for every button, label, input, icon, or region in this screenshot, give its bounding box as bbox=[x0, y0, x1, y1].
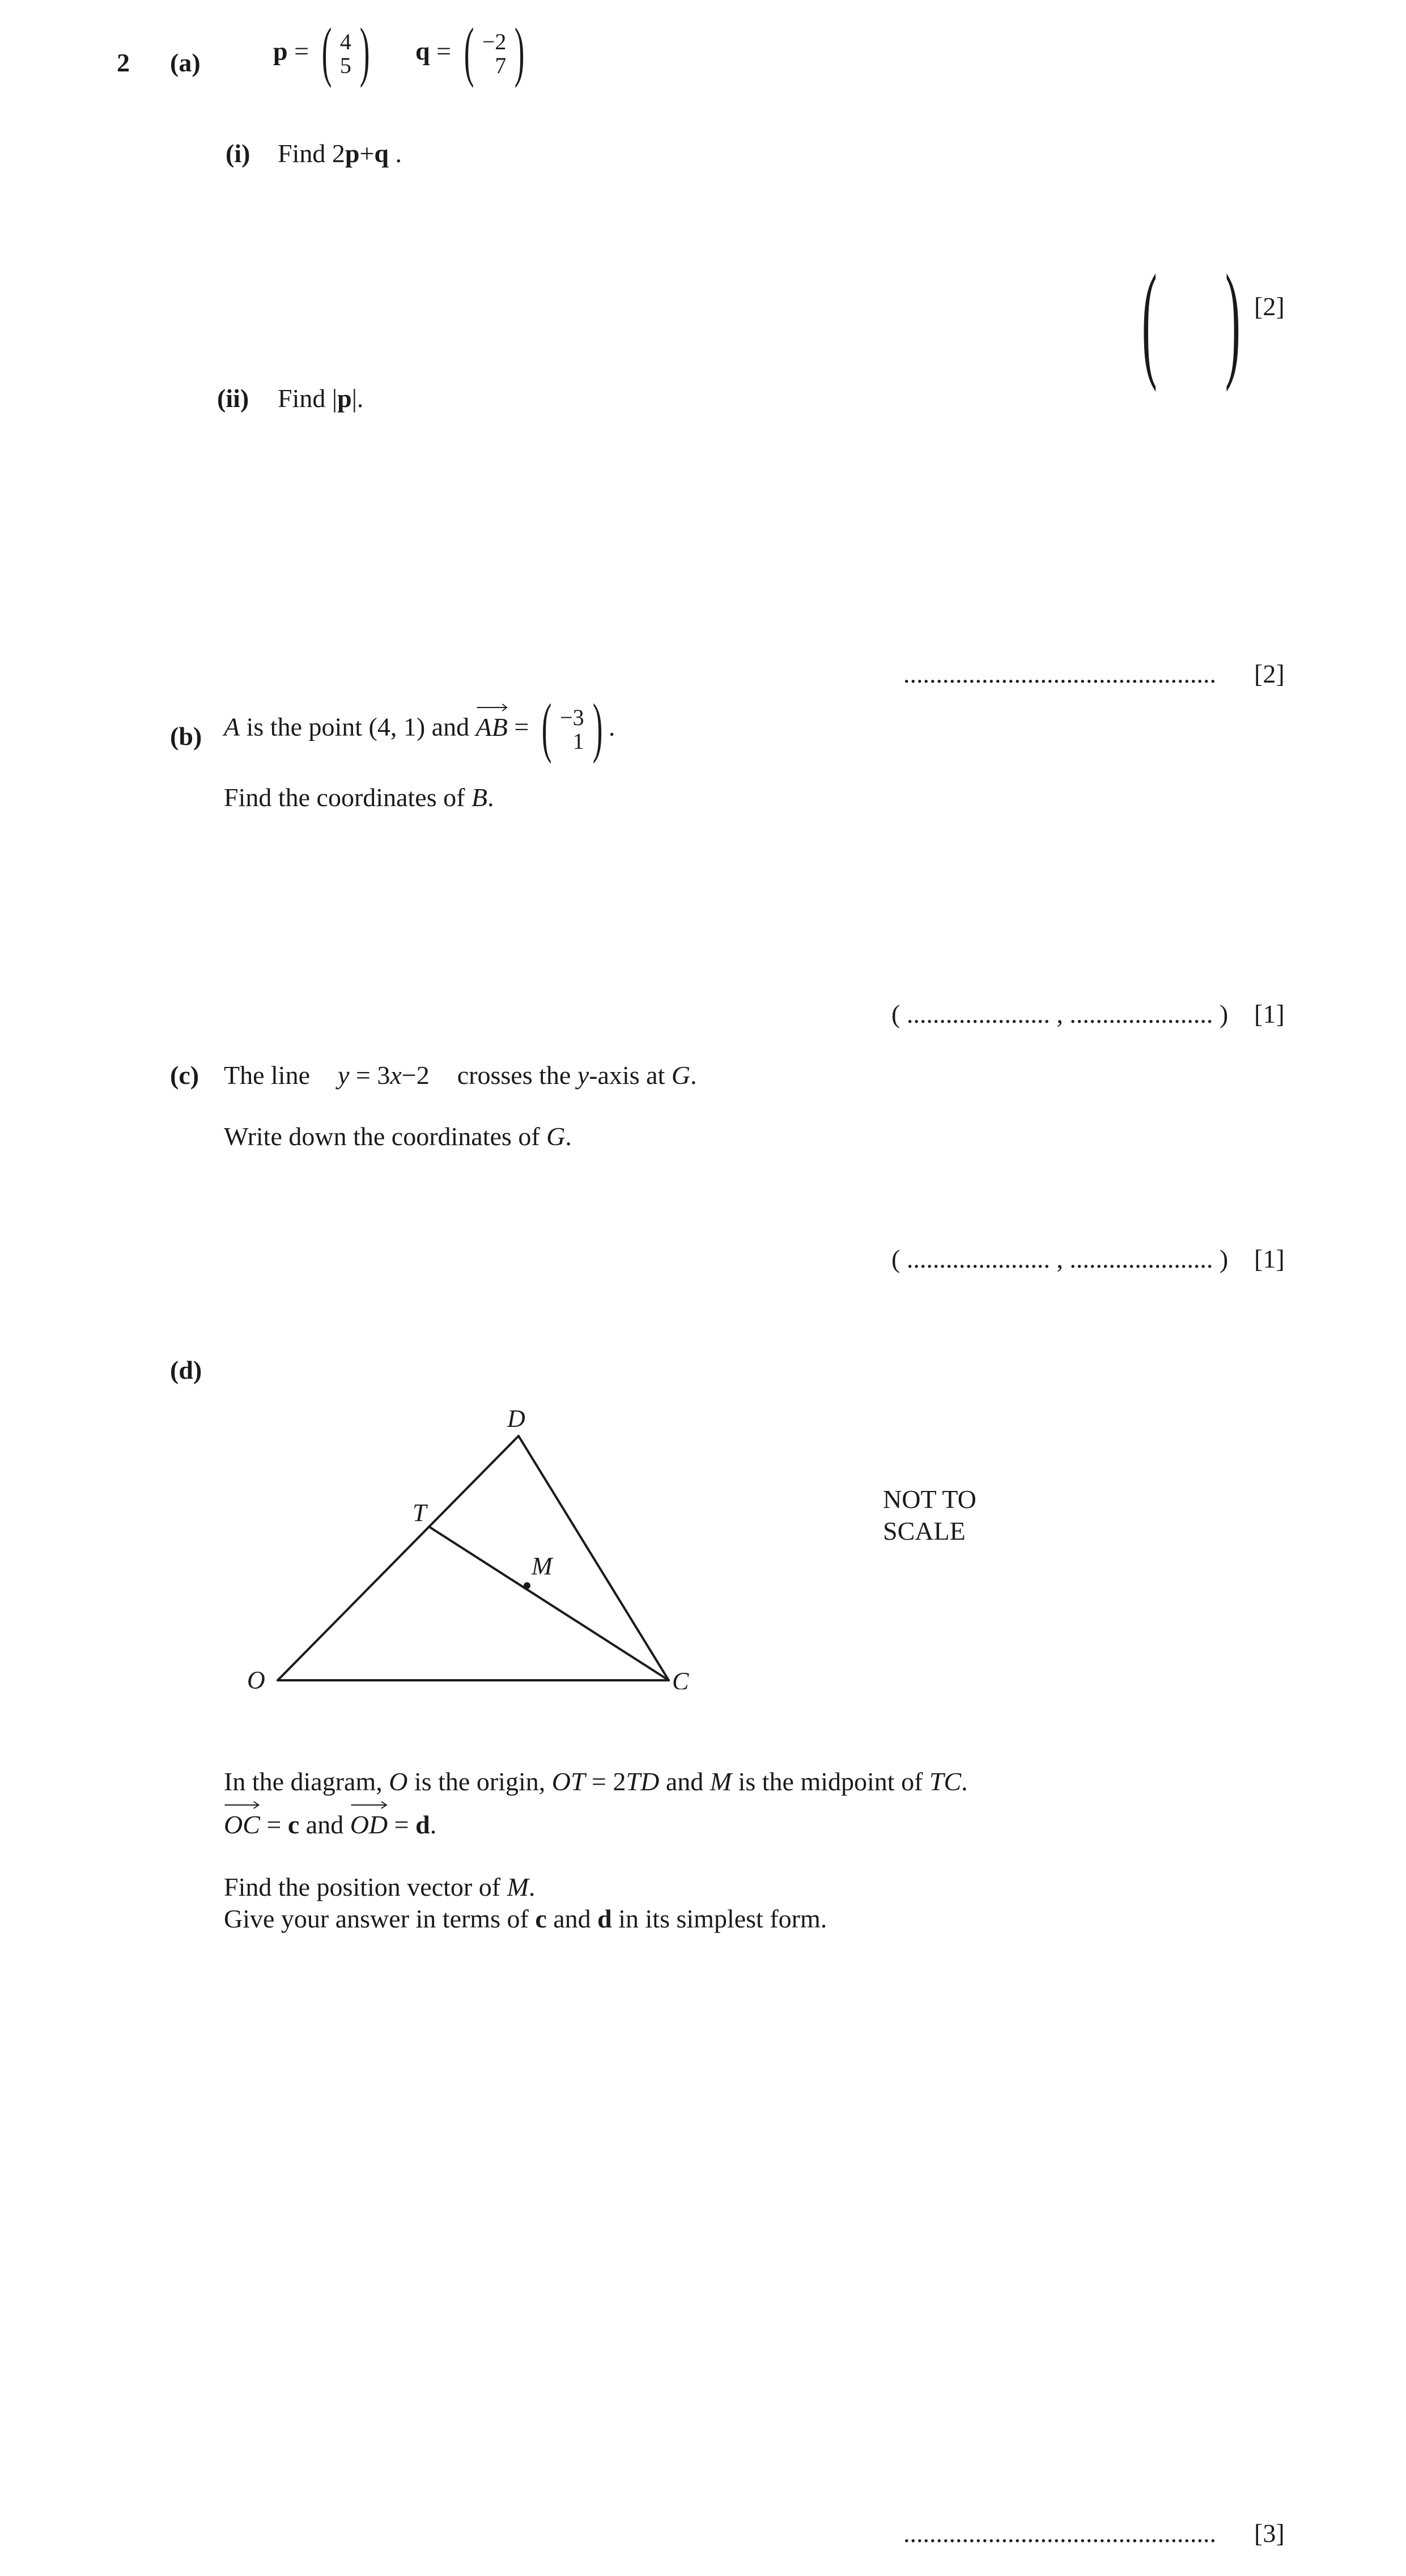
expr-period: . bbox=[395, 139, 402, 168]
magnitude-bar-left: | bbox=[332, 384, 338, 413]
label-O: O bbox=[247, 1666, 265, 1689]
label-T: T bbox=[413, 1499, 427, 1527]
part-d-text: In the diagram, bbox=[224, 1767, 383, 1796]
AB-vector-top: −3 bbox=[560, 705, 584, 730]
label-D: D bbox=[507, 1405, 525, 1433]
part-b-line2 bbox=[224, 785, 494, 811]
part-d-text-3: is the midpoint of bbox=[738, 1767, 923, 1796]
part-d-marks: [3] bbox=[1254, 2519, 1285, 2548]
part-c-answer[interactable]: ( ...................... , ...................... ) bbox=[891, 1244, 1229, 1273]
equation-y: y bbox=[338, 1061, 350, 1090]
equals-sign: = bbox=[294, 36, 309, 66]
part-b-text: is the point (4, 1) and bbox=[246, 712, 470, 742]
period: . bbox=[961, 1767, 968, 1796]
equals-two: = 2 bbox=[585, 1767, 626, 1796]
sub-i-answer-vector[interactable]: ( ) bbox=[1141, 248, 1241, 392]
part-b-marks: [1] bbox=[1254, 999, 1285, 1028]
vector-d: d bbox=[415, 1810, 430, 1839]
equals-sign: = bbox=[436, 36, 452, 66]
point-M: M bbox=[710, 1767, 732, 1796]
period: . bbox=[430, 1810, 437, 1839]
sub-ii-marks: [2] bbox=[1254, 659, 1285, 688]
vector-c: c bbox=[535, 1904, 547, 1933]
label-C: C bbox=[672, 1667, 689, 1689]
vector-d: d bbox=[597, 1904, 612, 1933]
part-c-text-3: -axis at bbox=[589, 1061, 665, 1090]
vector-p-definition bbox=[273, 14, 376, 88]
sub-ii-text: Find bbox=[278, 384, 326, 413]
period: . bbox=[487, 783, 494, 812]
vector-OD: OD bbox=[350, 1812, 388, 1838]
equals-sign: = bbox=[260, 1810, 288, 1839]
segment-TD: TD bbox=[626, 1767, 660, 1796]
sub-ii-answer-line[interactable]: ................................................ bbox=[903, 659, 1216, 688]
equation-end: −2 bbox=[401, 1061, 430, 1090]
AB-vector-bottom: 1 bbox=[572, 728, 584, 754]
triangle-diagram bbox=[0, 1395, 1406, 1689]
segment-OT: OT bbox=[551, 1767, 585, 1796]
part-c-label: (c) bbox=[170, 1061, 199, 1090]
expr-p: p bbox=[345, 139, 360, 168]
segment-TC: TC bbox=[929, 1767, 962, 1796]
q-vector-bottom: 7 bbox=[495, 53, 507, 78]
line-OD bbox=[278, 1436, 519, 1680]
midpoint-M-dot bbox=[524, 1582, 530, 1589]
q-vector-top: −2 bbox=[482, 29, 507, 54]
part-d-text-2: is the origin, bbox=[414, 1767, 546, 1796]
sub-ii-question bbox=[278, 385, 363, 412]
part-d-instruction-end: in its simplest form. bbox=[618, 1904, 827, 1933]
vector-OC: OC bbox=[224, 1812, 260, 1838]
q-symbol: q bbox=[415, 36, 430, 66]
p-symbol: p bbox=[273, 36, 288, 66]
sub-i-marks: [2] bbox=[1254, 292, 1285, 321]
part-b-label: (b) bbox=[170, 722, 202, 751]
and-word: and bbox=[553, 1904, 591, 1933]
part-d-instruction-2: Give your answer in terms of bbox=[224, 1904, 529, 1933]
period: . bbox=[565, 1122, 572, 1151]
part-c-marks: [1] bbox=[1254, 1244, 1285, 1273]
equation-middle: = 3 bbox=[349, 1061, 390, 1090]
point-O: O bbox=[389, 1767, 408, 1796]
part-b-answer[interactable]: ( ...................... , ...................... ) bbox=[891, 999, 1229, 1028]
part-c-instruction: Write down the coordinates of bbox=[224, 1122, 540, 1151]
point-M: M bbox=[507, 1872, 529, 1901]
vector-c: c bbox=[287, 1810, 300, 1839]
part-d-line1 bbox=[224, 1769, 968, 1795]
expr-coefficient: 2 bbox=[332, 139, 345, 168]
sub-i-label: (i) bbox=[226, 139, 250, 168]
not-to-scale-line2: SCALE bbox=[883, 1516, 966, 1545]
equals-sign: = bbox=[388, 1810, 416, 1839]
expr-plus: + bbox=[359, 139, 375, 168]
part-c-text-2: crosses the bbox=[457, 1061, 571, 1090]
q-column-vector: ( −2 7 ) bbox=[464, 14, 525, 88]
period: . bbox=[690, 1061, 697, 1090]
point-A: A bbox=[224, 712, 240, 742]
part-d-answer-line[interactable]: ................................................ bbox=[903, 2519, 1216, 2548]
vector-AB: AB bbox=[476, 714, 508, 740]
point-G: G bbox=[546, 1122, 566, 1151]
p-vector-top: 4 bbox=[339, 29, 351, 54]
sub-i-text: Find bbox=[278, 139, 326, 168]
line-TC bbox=[429, 1527, 669, 1680]
part-a-label: (a) bbox=[170, 48, 201, 77]
point-G: G bbox=[671, 1061, 691, 1090]
part-b-line1 bbox=[224, 690, 615, 764]
part-b-instruction: Find the coordinates of bbox=[224, 783, 465, 812]
magnitude-p: p bbox=[337, 384, 352, 413]
part-d-label: (d) bbox=[170, 1355, 202, 1384]
part-c-text: The line bbox=[224, 1061, 310, 1090]
point-B: B bbox=[471, 783, 488, 812]
p-column-vector: ( 4 5 ) bbox=[321, 14, 370, 88]
period: . bbox=[608, 712, 615, 742]
part-d-instruction: Find the position vector of bbox=[224, 1872, 501, 1901]
question-number: 2 bbox=[117, 48, 130, 77]
expr-q: q bbox=[374, 139, 389, 168]
sub-ii-label: (ii) bbox=[217, 384, 249, 413]
magnitude-bar-right: |. bbox=[351, 384, 364, 413]
axis-y: y bbox=[577, 1061, 589, 1090]
AB-column-vector: ( −3 1 ) bbox=[541, 690, 603, 764]
part-c-line1 bbox=[224, 1062, 697, 1088]
part-d-line3 bbox=[224, 1874, 535, 1900]
part-d-line2 bbox=[224, 1812, 436, 1838]
equals-sign: = bbox=[514, 712, 529, 742]
sub-i-question bbox=[278, 141, 402, 167]
and-word: and bbox=[299, 1810, 350, 1839]
p-vector-bottom: 5 bbox=[339, 53, 351, 78]
label-M: M bbox=[532, 1552, 553, 1580]
part-d-line4 bbox=[224, 1906, 827, 1932]
not-to-scale-line1: NOT TO bbox=[883, 1485, 976, 1514]
period: . bbox=[528, 1872, 536, 1901]
and-word: and bbox=[665, 1767, 704, 1796]
equation-x: x bbox=[390, 1061, 402, 1090]
part-c-line2 bbox=[224, 1124, 572, 1150]
vector-q-definition bbox=[415, 14, 531, 88]
